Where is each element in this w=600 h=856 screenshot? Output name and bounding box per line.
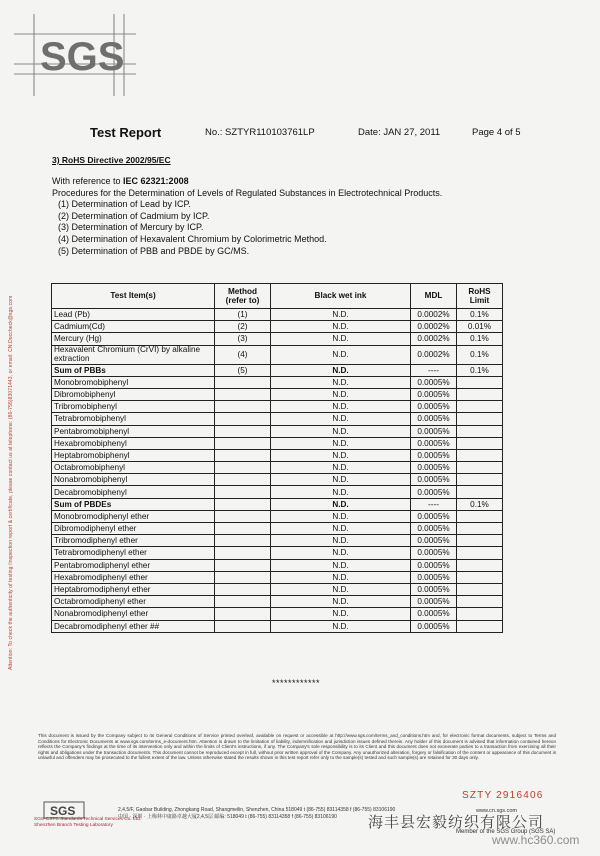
- cell-mdl: 0.0002%: [411, 309, 457, 321]
- report-title: Test Report: [90, 125, 162, 140]
- col-header-rohs-limit: RoHS Limit: [457, 284, 503, 309]
- cell-limit: [457, 547, 503, 559]
- col-header-black-wet-ink: Black wet ink: [271, 284, 411, 309]
- cell-test-item: Octabromodiphenyl ether: [52, 596, 215, 608]
- cell-result: N.D.: [271, 462, 411, 474]
- cell-result: N.D.: [271, 474, 411, 486]
- serial-number: SZTY 2916406: [462, 790, 544, 801]
- cell-method: [215, 462, 271, 474]
- table-row: [52, 449, 503, 461]
- cell-test-item: Monobromobiphenyl: [52, 376, 215, 388]
- cell-mdl: ----: [411, 364, 457, 376]
- cell-limit: [457, 571, 503, 583]
- cell-method: [215, 474, 271, 486]
- lab-name-line-2: Shenzhen Branch Testing Laboratory: [34, 822, 113, 828]
- cell-mdl: 0.0005%: [411, 571, 457, 583]
- cell-method: (1): [215, 309, 271, 321]
- section-title: 3) RoHS Directive 2002/95/EC: [52, 155, 171, 165]
- cell-result: N.D.: [271, 583, 411, 595]
- procedure-item: (3) Determination of Mercury by ICP.: [58, 222, 204, 233]
- cell-mdl: 0.0005%: [411, 425, 457, 437]
- address-chinese: 中国 · 深圳 · 上梅林中康路卓越大厦2,4,5层 邮编: 518049 t (86-755) 83114358 f (86-755) 83106190: [118, 814, 337, 820]
- table-row: [52, 376, 503, 388]
- website-link[interactable]: www.cn.sgs.com: [476, 808, 517, 814]
- cell-limit: [457, 474, 503, 486]
- cell-method: [215, 608, 271, 620]
- cell-method: [215, 620, 271, 632]
- cell-mdl: 0.0005%: [411, 462, 457, 474]
- cell-result: N.D.: [271, 437, 411, 449]
- cell-mdl: 0.0005%: [411, 596, 457, 608]
- procedure-item: (1) Determination of Lead by ICP.: [58, 199, 191, 210]
- cell-limit: 0.1%: [457, 364, 503, 376]
- authenticity-side-note: [8, 150, 18, 670]
- cell-test-item: Mercury (Hg): [52, 333, 215, 345]
- table-row: [52, 345, 503, 364]
- cell-result: N.D.: [271, 449, 411, 461]
- footer-disclaimer: This document is issued by the Company subject to its General Conditions of Service printed overleaf, available on request or accessible at http://www.sgs.com/terms_and_conditions.htm and, for electronic format documents, subject to Terms and Conditions for Electronic Documents at www.sgs.com/terms_e-document.htm. Attention is drawn to the limitation of liability, indemnification and jurisdiction issues defined therein. Any holder of this document is advised that information contained hereon reflects the Company's findings at the time of its intervention only and within the limits of Client's instructions, if any. The Company's sole responsibility is to its Client and this document does not exonerate parties to a transaction from exercising all their rights and obligations under the transaction documents. This document cannot be reproduced except in full, without prior written approval of the Company. Any unauthorized alteration, forgery or falsification of the content or appearance of this document is unlawful and offenders may be prosecuted to the fullest extent of the law. Unless otherwise stated the results shown in this test report refer only to the sample(s) tested and such sample(s) are retained for 30 days only.: [38, 733, 556, 761]
- cell-test-item: Nonabromobiphenyl: [52, 474, 215, 486]
- table-row: [52, 510, 503, 522]
- table-row: [52, 547, 503, 559]
- report-number: No.: SZTYR110103761LP: [205, 127, 315, 138]
- cell-method: (5): [215, 364, 271, 376]
- cell-method: [215, 547, 271, 559]
- cell-method: [215, 535, 271, 547]
- table-row: [52, 309, 503, 321]
- cell-mdl: 0.0005%: [411, 559, 457, 571]
- cell-result: N.D.: [271, 413, 411, 425]
- cell-limit: 0.1%: [457, 333, 503, 345]
- cell-result: N.D.: [271, 571, 411, 583]
- section-intro: [52, 176, 442, 257]
- cell-mdl: 0.0005%: [411, 608, 457, 620]
- cell-result: N.D.: [271, 535, 411, 547]
- cell-mdl: 0.0002%: [411, 321, 457, 333]
- cell-method: [215, 498, 271, 510]
- cell-result: N.D.: [271, 620, 411, 632]
- cell-limit: 0.1%: [457, 309, 503, 321]
- cell-mdl: 0.0005%: [411, 437, 457, 449]
- cell-method: [215, 413, 271, 425]
- cell-result: N.D.: [271, 376, 411, 388]
- cell-limit: [457, 596, 503, 608]
- cell-test-item: Sum of PBDEs: [52, 498, 215, 510]
- cell-mdl: 0.0005%: [411, 620, 457, 632]
- cell-result: N.D.: [271, 333, 411, 345]
- cell-method: (3): [215, 333, 271, 345]
- cell-mdl: ----: [411, 498, 457, 510]
- cell-method: [215, 425, 271, 437]
- table-row: [52, 321, 503, 333]
- cell-limit: [457, 620, 503, 632]
- procedure-item: (4) Determination of Hexavalent Chromium by Colorimetric Method.: [58, 233, 327, 244]
- cell-test-item: Hexabromodiphenyl ether: [52, 571, 215, 583]
- cell-limit: [457, 608, 503, 620]
- cell-test-item: Decabromodiphenyl ether ##: [52, 620, 215, 632]
- cell-result: N.D.: [271, 547, 411, 559]
- table-row: [52, 437, 503, 449]
- reference-prefix: With reference to: [52, 176, 124, 186]
- cell-result: N.D.: [271, 401, 411, 413]
- cell-method: (4): [215, 345, 271, 364]
- cell-mdl: 0.0005%: [411, 449, 457, 461]
- cell-test-item: Dibromodiphenyl ether: [52, 523, 215, 535]
- cell-method: [215, 437, 271, 449]
- cell-test-item: Lead (Pb): [52, 309, 215, 321]
- cell-mdl: 0.0005%: [411, 510, 457, 522]
- cell-method: (2): [215, 321, 271, 333]
- table-row: [52, 474, 503, 486]
- cell-mdl: 0.0005%: [411, 388, 457, 400]
- cell-test-item: Nonabromodiphenyl ether: [52, 608, 215, 620]
- cell-limit: [457, 413, 503, 425]
- cell-limit: 0.01%: [457, 321, 503, 333]
- table-row: [52, 559, 503, 571]
- cell-mdl: 0.0005%: [411, 486, 457, 498]
- col-header-test-item: Test Item(s): [52, 284, 215, 309]
- table-row: [52, 596, 503, 608]
- cell-limit: [457, 401, 503, 413]
- reference-standard: IEC 62321:2008: [123, 176, 189, 186]
- cell-test-item: Heptabromodiphenyl ether: [52, 583, 215, 595]
- cell-method: [215, 571, 271, 583]
- cell-test-item: Octabromobiphenyl: [52, 462, 215, 474]
- cell-mdl: 0.0005%: [411, 413, 457, 425]
- cell-test-item: Tribromodiphenyl ether: [52, 535, 215, 547]
- cell-test-item: Pentabromobiphenyl: [52, 425, 215, 437]
- cell-limit: [457, 535, 503, 547]
- cell-method: [215, 559, 271, 571]
- cell-result: N.D.: [271, 523, 411, 535]
- cell-result: N.D.: [271, 608, 411, 620]
- cell-limit: [457, 376, 503, 388]
- procedure-item: (2) Determination of Cadmium by ICP.: [58, 210, 210, 221]
- table-row: [52, 462, 503, 474]
- member-statement: Member of the SGS Group (SGS SA): [456, 829, 556, 835]
- cell-test-item: Hexavalent Chromium (CrVI) by alkaline extraction: [52, 345, 215, 364]
- site-watermark: www.hc360.com: [492, 833, 580, 847]
- table-row: [52, 571, 503, 583]
- cell-test-item: Tetrabromobiphenyl: [52, 413, 215, 425]
- side-note-text: Attention: To check the authenticity of testing /inspection report & certificate, please contact us at telephone: (86-755)83071443, or email: CN.Doccheck@sgs.com: [8, 295, 14, 670]
- cell-result: N.D.: [271, 510, 411, 522]
- cell-method: [215, 510, 271, 522]
- report-date: Date: JAN 27, 2011: [358, 127, 441, 138]
- cell-method: [215, 401, 271, 413]
- cell-result: N.D.: [271, 596, 411, 608]
- table-row: [52, 523, 503, 535]
- reference-line: [52, 176, 442, 188]
- cell-mdl: 0.0002%: [411, 345, 457, 364]
- table-row-sum: [52, 364, 503, 376]
- cell-result: N.D.: [271, 345, 411, 364]
- table-row: [52, 401, 503, 413]
- lab-address: [118, 807, 395, 821]
- table-row: [52, 388, 503, 400]
- cell-test-item: Tribromobiphenyl: [52, 401, 215, 413]
- table-row: [52, 486, 503, 498]
- procedures-line: Procedures for the Determination of Levels of Regulated Substances in Electrotechnical Products.: [52, 187, 443, 198]
- cell-mdl: 0.0005%: [411, 535, 457, 547]
- address-english: 2,4,5/F, Gaobar Building, Zhongkang Road, Shangmeilin, Shenzhen, China 518049 t (86-755) 83114358 f (86-755) 83106190: [118, 807, 396, 813]
- table-row: [52, 608, 503, 620]
- table-row-sum: [52, 498, 503, 510]
- table-header-row: [52, 284, 503, 309]
- cell-limit: 0.1%: [457, 498, 503, 510]
- table-row: [52, 333, 503, 345]
- cell-limit: 0.1%: [457, 345, 503, 364]
- cell-method: [215, 596, 271, 608]
- cell-mdl: 0.0002%: [411, 333, 457, 345]
- cell-limit: [457, 583, 503, 595]
- page-indicator: Page 4 of 5: [472, 127, 521, 138]
- cell-method: [215, 449, 271, 461]
- cell-mdl: 0.0005%: [411, 583, 457, 595]
- cell-limit: [457, 437, 503, 449]
- cell-result: N.D.: [271, 364, 411, 376]
- table-row: [52, 620, 503, 632]
- table-row: [52, 583, 503, 595]
- col-header-method: Method (refer to): [215, 284, 271, 309]
- table-row: [52, 535, 503, 547]
- company-watermark: 海丰县宏毅纺织有限公司: [368, 814, 545, 831]
- cell-test-item: Cadmium(Cd): [52, 321, 215, 333]
- table-row: [52, 425, 503, 437]
- cell-result: N.D.: [271, 321, 411, 333]
- cell-test-item: Monobromodiphenyl ether: [52, 510, 215, 522]
- cell-test-item: Dibromobiphenyl: [52, 388, 215, 400]
- cell-test-item: Decabromobiphenyl: [52, 486, 215, 498]
- cell-mdl: 0.0005%: [411, 523, 457, 535]
- table-row: [52, 413, 503, 425]
- cell-result: N.D.: [271, 486, 411, 498]
- cell-limit: [457, 425, 503, 437]
- cell-result: N.D.: [271, 425, 411, 437]
- cell-result: N.D.: [271, 559, 411, 571]
- cell-test-item: Sum of PBBs: [52, 364, 215, 376]
- cell-mdl: 0.0005%: [411, 376, 457, 388]
- results-table: [51, 283, 503, 633]
- cell-limit: [457, 510, 503, 522]
- cell-limit: [457, 462, 503, 474]
- lab-name-line-1: SGS-CSTC Standards Technical Services Co. Ltd.: [34, 817, 142, 822]
- cell-limit: [457, 449, 503, 461]
- col-header-mdl: MDL: [411, 284, 457, 309]
- cell-method: [215, 583, 271, 595]
- stamp-logo-text: SGS: [50, 804, 76, 818]
- cell-test-item: Heptabromobiphenyl: [52, 449, 215, 461]
- results-table-body: [52, 309, 503, 633]
- cell-limit: [457, 559, 503, 571]
- cell-test-item: Tetrabromodiphenyl ether: [52, 547, 215, 559]
- cell-result: N.D.: [271, 309, 411, 321]
- cell-mdl: 0.0005%: [411, 401, 457, 413]
- cell-result: N.D.: [271, 498, 411, 510]
- cell-test-item: Pentabromodiphenyl ether: [52, 559, 215, 571]
- cell-limit: [457, 486, 503, 498]
- procedure-item: (5) Determination of PBB and PBDE by GC/MS.: [58, 245, 250, 256]
- cell-method: [215, 388, 271, 400]
- cell-limit: [457, 523, 503, 535]
- sgs-logo-text: SGS: [40, 35, 125, 79]
- end-of-report-marker: ************: [272, 678, 321, 688]
- sgs-logo: [14, 14, 136, 96]
- cell-mdl: 0.0005%: [411, 474, 457, 486]
- cell-test-item: Hexabromobiphenyl: [52, 437, 215, 449]
- cell-mdl: 0.0005%: [411, 547, 457, 559]
- cell-method: [215, 523, 271, 535]
- cell-method: [215, 486, 271, 498]
- cell-method: [215, 376, 271, 388]
- cell-result: N.D.: [271, 388, 411, 400]
- cell-limit: [457, 388, 503, 400]
